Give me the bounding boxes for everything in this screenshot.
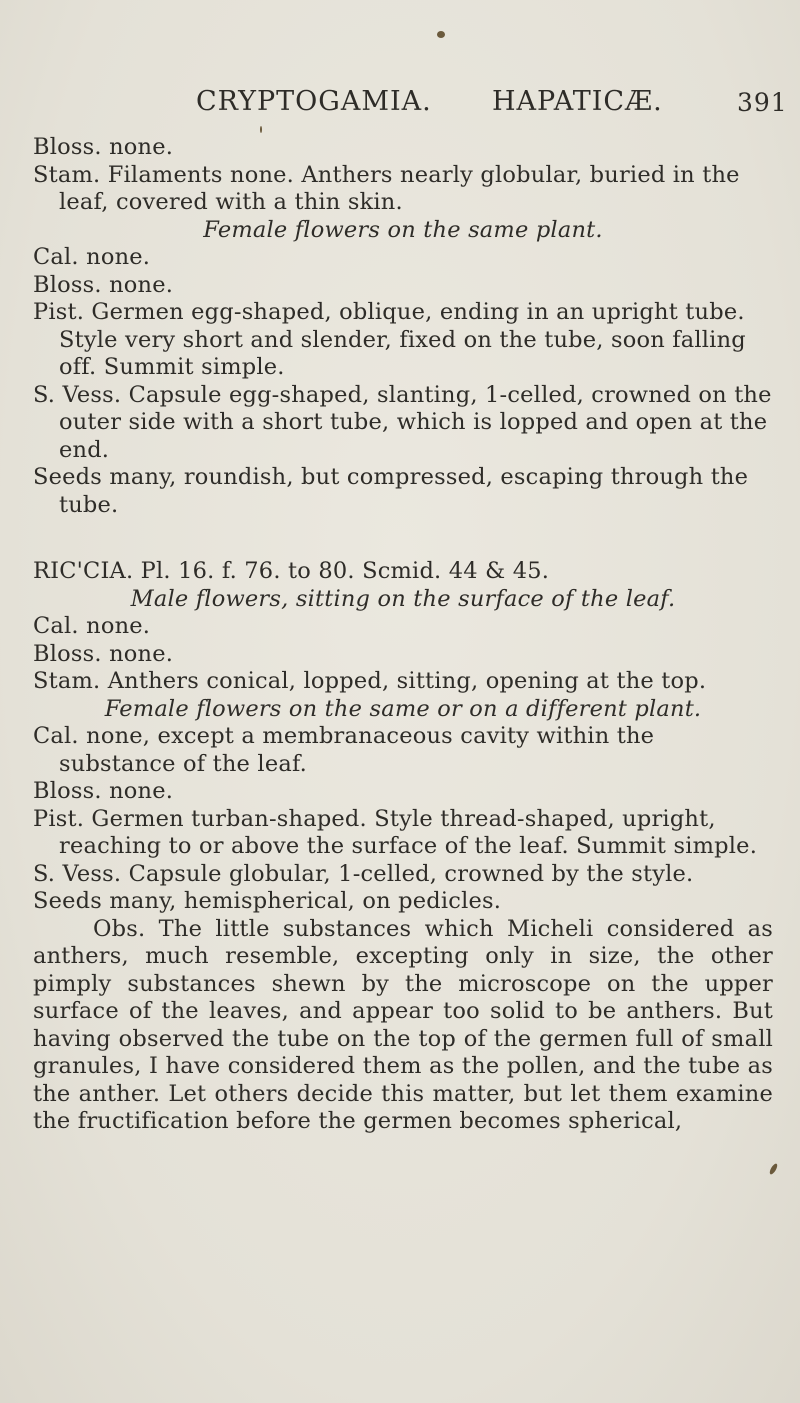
bloss-entry: Bloss. none. <box>33 134 174 160</box>
seed-vessel-entry: S. Vess. Capsule egg-shaped, slanting, 1-celled, crowned on the outer side with a short tube, which is lopped and open at the end. <box>33 381 772 463</box>
header-title-cryptogamia: CRYPTOGAMIA. <box>196 86 432 117</box>
header-title-hapaticae: HAPATICÆ. <box>492 86 663 117</box>
seed-vessel-entry-riccia: S. Vess. Capsule globular, 1-celled, crowned by the style. <box>33 860 694 887</box>
male-flowers-heading: Male flowers, sitting on the surface of the leaf. <box>130 585 676 612</box>
page-number: 391 <box>737 88 788 117</box>
female-flowers-heading-riccia: Female flowers on the same or on a different plant. <box>104 695 702 722</box>
ink-speck <box>768 1163 778 1176</box>
ink-speck <box>260 126 262 133</box>
ink-speck <box>437 31 445 38</box>
page-body <box>33 134 773 1136</box>
genus-heading-riccia: RIC'CIA. Pl. 16. f. 76. to 80. Scmid. 44 & 45. <box>33 558 550 584</box>
bloss-entry-riccia: Bloss. none. <box>33 640 174 667</box>
pist-entry-riccia: Pist. Germen turban-shaped. Style thread-shaped, upright, reaching to or above the surface of the leaf. Summit simple. <box>33 805 758 859</box>
stam-entry: Stam. Filaments none. Anthers nearly globular, buried in the leaf, covered with a thin skin. <box>33 161 740 215</box>
bloss-entry-2: Bloss. none. <box>33 271 174 298</box>
pist-entry: Pist. Germen egg-shaped, oblique, ending in an upright tube. Style very short and slender, fixed on the tube, soon falling off. Summit simple. <box>33 299 746 380</box>
section-spacer <box>33 519 773 558</box>
observation-paragraph: Obs. The little substances which Micheli considered as anthers, much resemble, excepting only in size, the other pimply substances shewn by the microscope on the upper surface of the leaves, and appear too solid to be anthers. But having observed the tube on the top of the germen full of small granules, I have considered them as the pollen, and the tube as the anther. Let others decide this matter, but let them examine the fructification before the germen becomes spherical, <box>33 915 773 1134</box>
running-header <box>196 86 788 126</box>
cal-entry-riccia: Cal. none. <box>33 613 151 639</box>
stam-entry-riccia: Stam. Anthers conical, lopped, sitting, opening at the top. <box>33 668 707 694</box>
cal-entry-riccia-2: Cal. none, except a membranaceous cavity within the substance of the leaf. <box>33 723 655 777</box>
bloss-entry-riccia-2: Bloss. none. <box>33 778 174 804</box>
female-flowers-heading: Female flowers on the same plant. <box>203 216 603 243</box>
seeds-entry: Seeds many, roundish, but compressed, escaping through the tube. <box>33 464 749 518</box>
seeds-entry-riccia: Seeds many, hemispherical, on pedicles. <box>33 888 502 914</box>
cal-entry: Cal. none. <box>33 244 151 270</box>
